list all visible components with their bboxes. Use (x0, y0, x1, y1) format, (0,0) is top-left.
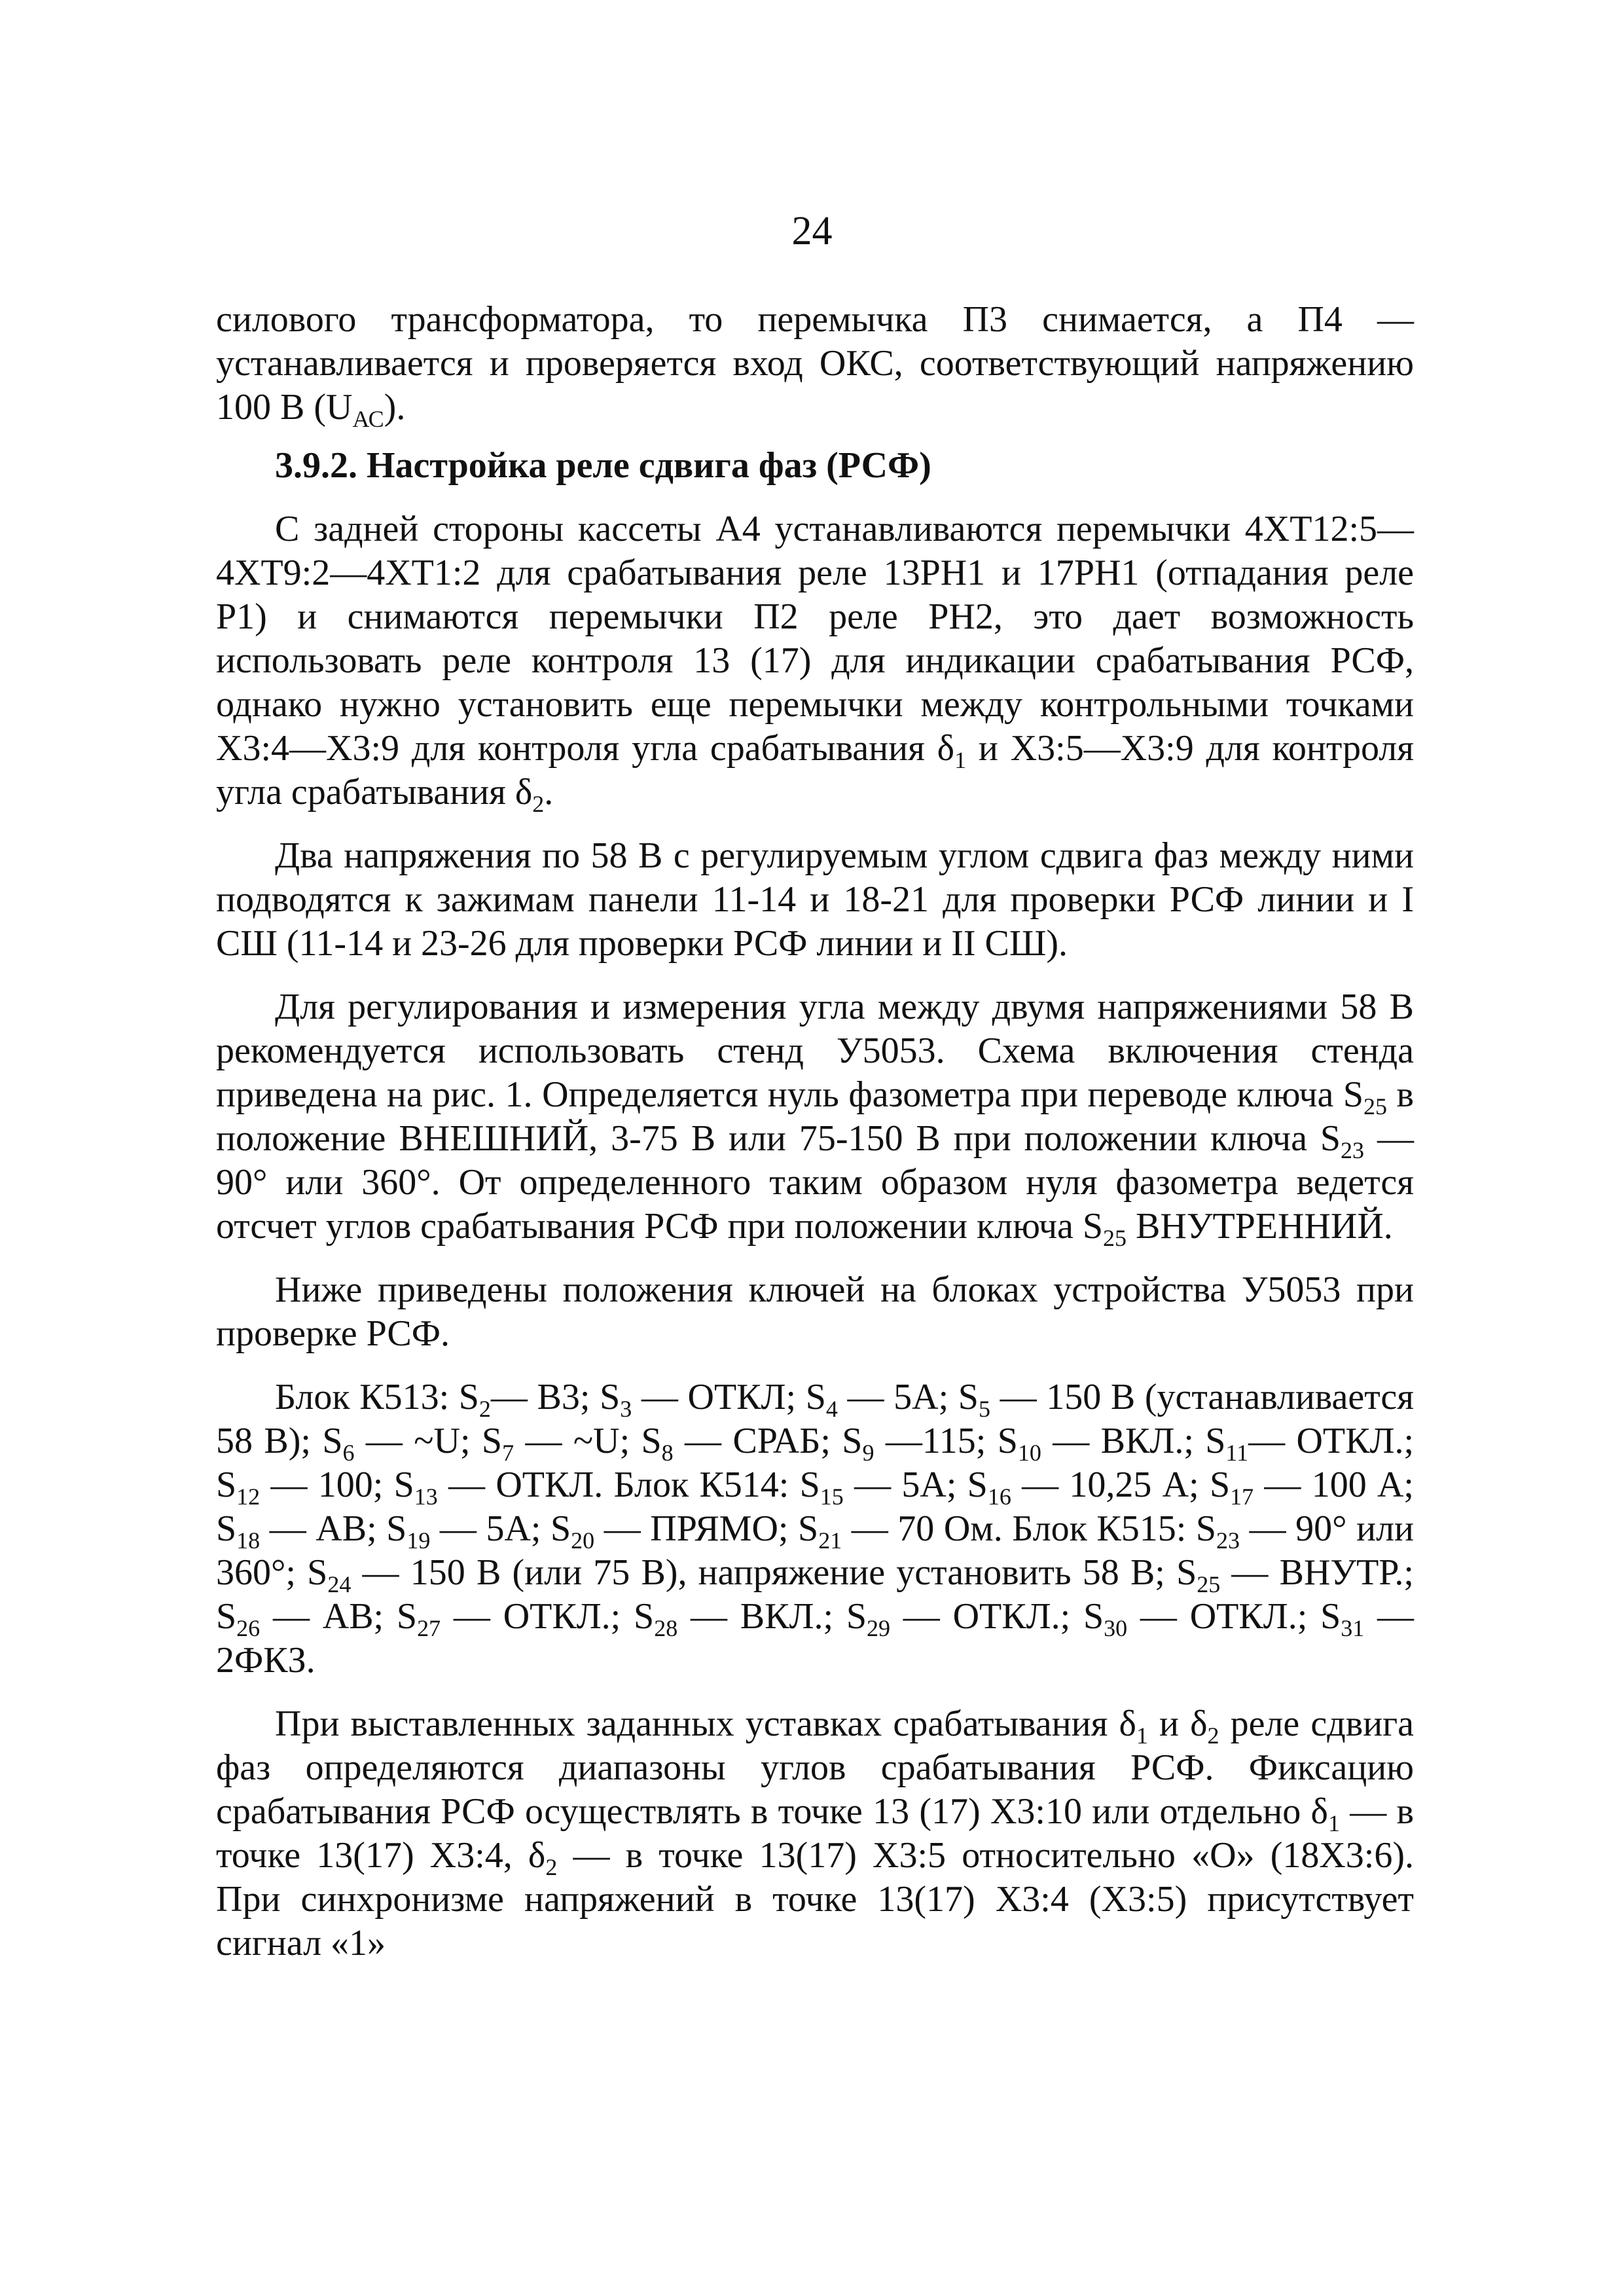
paragraph-jumpers: С задней стороны кассеты А4 устанавливаются перемычки 4XT12:5—4XT9:2—4XT1:2 для срабатывания реле 13PH1 и 17PH1 (отпадания реле Р1) и снимаются перемычки П2 реле PH2, это дает возможность использовать реле контроля 13 (17) для индикации срабатывания РСФ, однако нужно установить еще перемычки между контрольными точками Х3:4—Х3:9 для контроля угла срабатывания $\delta_1$ и Х3:5—Х3:9 для контроля угла срабатывания $\delta_2$. (216, 509, 1414, 817)
paragraph-key-positions-intro: Ниже приведены положения ключей на блоках устройства У5053 при проверке РСФ. (216, 1269, 1414, 1354)
key-index: 18 (236, 1527, 261, 1554)
key-text: — 10,25 А; S (1011, 1465, 1231, 1505)
key-text: — 100; S (260, 1465, 414, 1505)
key-text: — ~U; S (354, 1421, 503, 1461)
key-text: — ~U; S (514, 1421, 662, 1461)
key-text: Блок К513: S (275, 1377, 479, 1417)
paragraph-key-positions (216, 1376, 1414, 1683)
key-text: — ОТКЛ; S (632, 1377, 826, 1417)
key-text: — ВКЛ.; S (1041, 1421, 1226, 1461)
key-index: 19 (406, 1527, 431, 1554)
key-text: — АВ; S (260, 1508, 407, 1549)
key-index: 17 (1230, 1484, 1254, 1510)
key-index: 30 (1104, 1615, 1128, 1641)
page-number: 24 (791, 209, 833, 253)
key-index: 31 (1341, 1615, 1365, 1641)
key-text: — 150 В (устанавливается 58 В); S (216, 1377, 1414, 1461)
key-index: 8 (661, 1440, 674, 1466)
key-index: 13 (414, 1484, 438, 1510)
paragraph-stand-u5053: Для регулирования и измерения угла между двумя напряжениями 58 В рекомендуется использовать стенд У5053. Схема включения стенда приведена на рис. 1. Определяется нуль фазометра при переводе ключа $S_{25}$ в положение ВНЕШНИЙ, 3-75 В или 75-150 В при положении ключа $S_{23}$ — 90° или 360°. От определенного таким образом нуля фазометра ведется отсчет углов срабатывания РСФ при положении ключа $S_{25}$ ВНУТРЕННИЙ. (216, 987, 1414, 1251)
key-text: — ВНУТР.; S (216, 1552, 1414, 1637)
key-index: 4 (825, 1396, 838, 1422)
key-text: — ОТКЛ.; S (216, 1421, 1415, 1505)
key-index: 15 (820, 1484, 844, 1510)
key-index: 3 (620, 1396, 632, 1422)
key-index: 11 (1225, 1440, 1249, 1466)
key-text: — 5А; S (430, 1508, 571, 1549)
key-index: 20 (571, 1527, 595, 1554)
key-text: — ОТКЛ.; S (890, 1596, 1104, 1637)
key-text: — 90° или 360°; S (216, 1508, 1414, 1593)
key-text: — 70 Ом. Блок К515: S (842, 1508, 1217, 1549)
key-index: 7 (502, 1440, 514, 1466)
key-index: 2 (478, 1396, 491, 1422)
key-index: 23 (1216, 1527, 1240, 1554)
key-text: — 100 А; S (216, 1465, 1414, 1549)
key-index: 5 (978, 1396, 990, 1422)
section-heading: 3.9.2. Настройка реле сдвига фаз (РСФ) (275, 445, 931, 486)
key-text: — 150 В (или 75 В), напряжение установить 58 В; S (351, 1552, 1197, 1593)
key-index: 12 (236, 1484, 261, 1510)
key-index: 29 (867, 1615, 890, 1641)
paragraph-fixation: При выставленных заданных уставках срабатывания $\delta_1$ и $\delta_2$ реле сдвига фаз определяются диапазоны углов срабатывания РСФ. Фиксацию срабатывания РСФ осуществлять в точке 13 (17) Х3:10 или отдельно $\delta_1$ — в точке 13(17) Х3:4, $\delta_2$ — в точке 13(17) Х3:5 относительно «О» (18Х3:6). При синхронизме напряжений в точке 13(17) Х3:4 (Х3:5) присутствует сигнал «1» (216, 1704, 1415, 1963)
key-index: 25 (1197, 1571, 1221, 1597)
key-text: — ОТКЛ.; S (441, 1596, 655, 1637)
paragraph-continuation: силового трансформатора, то перемычка П3 снимается, а П4 — устанавливается и проверяется вход ОКС, соответствующий напряжению 100 В $(U_{АС})$. (216, 299, 1414, 432)
key-text: — ОТКЛ.; S (1127, 1596, 1341, 1637)
key-index: 21 (818, 1527, 842, 1554)
key-text: — В3; S (490, 1377, 621, 1417)
key-index: 10 (1017, 1440, 1041, 1466)
paragraph-two-voltages: Два напряжения по 58 В с регулируемым углом сдвига фаз между ними подводятся к зажимам панели 11-14 и 18-21 для проверки РСФ линии и I СШ (11-14 и 23-26 для проверки РСФ линии и II СШ). (216, 835, 1414, 964)
key-text: — 5А; S (837, 1377, 979, 1417)
key-index: 16 (987, 1484, 1011, 1510)
key-index: 24 (327, 1571, 352, 1597)
body-text (216, 298, 1414, 1985)
key-text: — ОТКЛ. Блок К514: S (437, 1465, 820, 1505)
key-index: 26 (236, 1615, 261, 1641)
key-text: — 5А; S (843, 1465, 988, 1505)
key-text: — ПРЯМО; S (594, 1508, 819, 1549)
key-index: 28 (654, 1615, 678, 1641)
key-index: 6 (342, 1440, 355, 1466)
key-text: — 2ФКЗ. (216, 1596, 1415, 1681)
key-text: — ВКЛ.; S (677, 1596, 867, 1637)
key-text: — СРАБ; S (673, 1421, 863, 1461)
key-text: — АВ; S (260, 1596, 418, 1637)
key-index: 27 (417, 1615, 441, 1641)
key-text: —115; S (874, 1421, 1018, 1461)
key-index: 9 (862, 1440, 875, 1466)
